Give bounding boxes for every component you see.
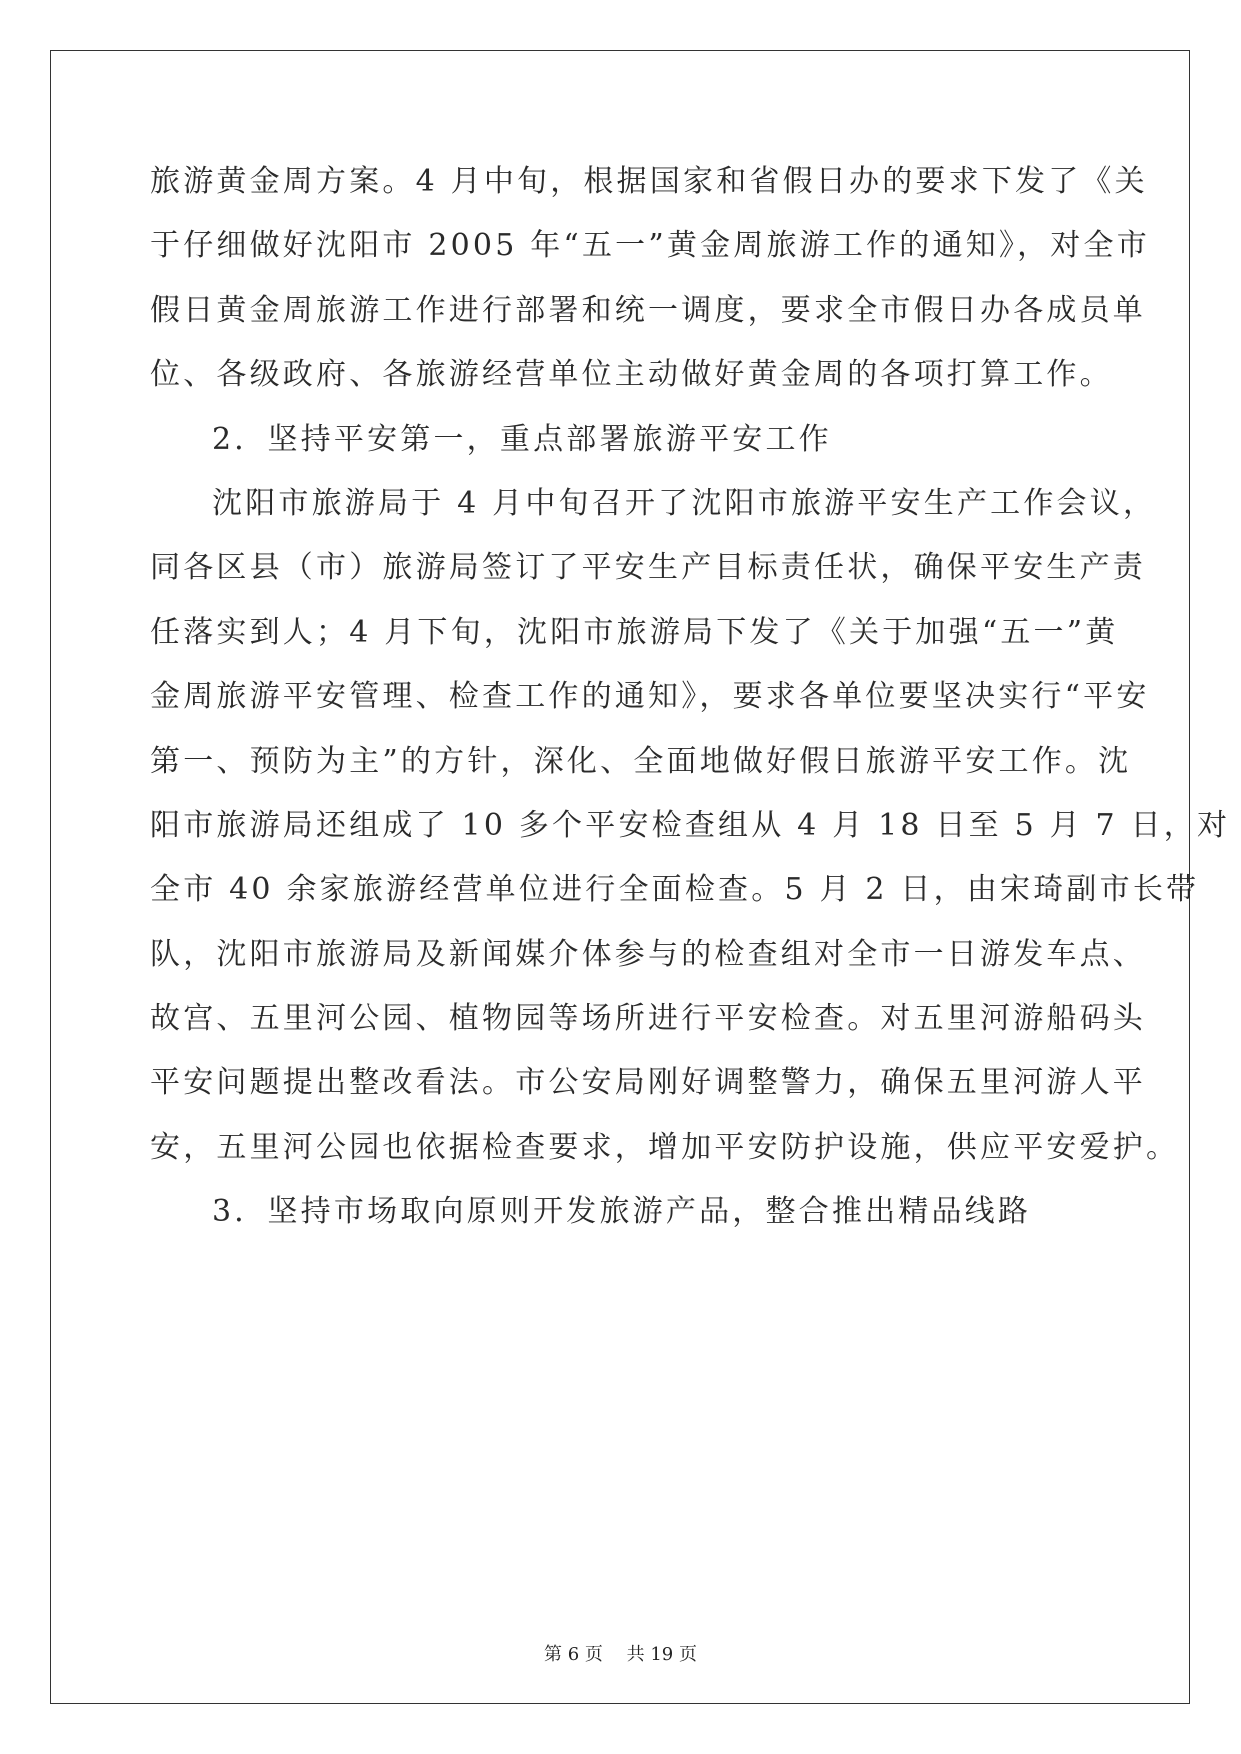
- paragraph-line: 故宫、五里河公园、植物园等场所进行平安检查。对五里河游船码头: [150, 1001, 1146, 1037]
- paragraph-line: 安，五里河公园也依据检查要求，增加平安防护设施，供应平安爱护。: [150, 1129, 1180, 1165]
- paragraph-line: 同各区县（市）旅游局签订了平安生产目标责任状，确保平安生产责: [150, 550, 1146, 586]
- paragraph-line: 阳市旅游局还组成了 10 多个平安检查组从 4 月 18 日至 5 月 7 日，对: [150, 807, 1231, 843]
- paragraph-line: 金周旅游平安管理、检查工作的通知》，要求各单位要坚决实行“平安: [150, 679, 1150, 715]
- paragraph-line: 假日黄金周旅游工作进行部署和统一调度，要求全市假日办各成员单: [150, 292, 1146, 328]
- paragraph-line: 任落实到人；4 月下旬，沈阳市旅游局下发了《关于加强“五一”黄: [150, 614, 1119, 650]
- section-heading: 3．坚持市场取向原则开发旅游产品，整合推出精品线路: [212, 1194, 1032, 1230]
- paragraph-line: 于仔细做好沈阳市 2005 年“五一”黄金周旅游工作的通知》，对全市: [150, 228, 1150, 264]
- paragraph-line: 队，沈阳市旅游局及新闻媒介体参与的检查组对全市一日游发车点、: [150, 936, 1146, 972]
- section-heading: 2．坚持平安第一，重点部署旅游平安工作: [212, 421, 832, 457]
- paragraph-line: 沈阳市旅游局于 4 月中旬召开了沈阳市旅游平安生产工作会议，: [212, 485, 1157, 521]
- paragraph-line: 全市 40 余家旅游经营单位进行全面检查。5 月 2 日，由宋琦副市长带: [150, 872, 1200, 908]
- page-number-footer: 第 6 页 共 19 页: [544, 1644, 697, 1665]
- paragraph-line: 平安问题提出整改看法。市公安局刚好调整警力，确保五里河游人平: [150, 1065, 1146, 1101]
- paragraph-line: 位、各级政府、各旅游经营单位主动做好黄金周的各项打算工作。: [150, 357, 1113, 393]
- document-body: [150, 150, 1231, 1245]
- paragraph-line: 第一、预防为主”的方针，深化、全面地做好假日旅游平安工作。沈: [150, 743, 1132, 779]
- paragraph-line: 旅游黄金周方案。4 月中旬，根据国家和省假日办的要求下发了《关: [150, 164, 1148, 199]
